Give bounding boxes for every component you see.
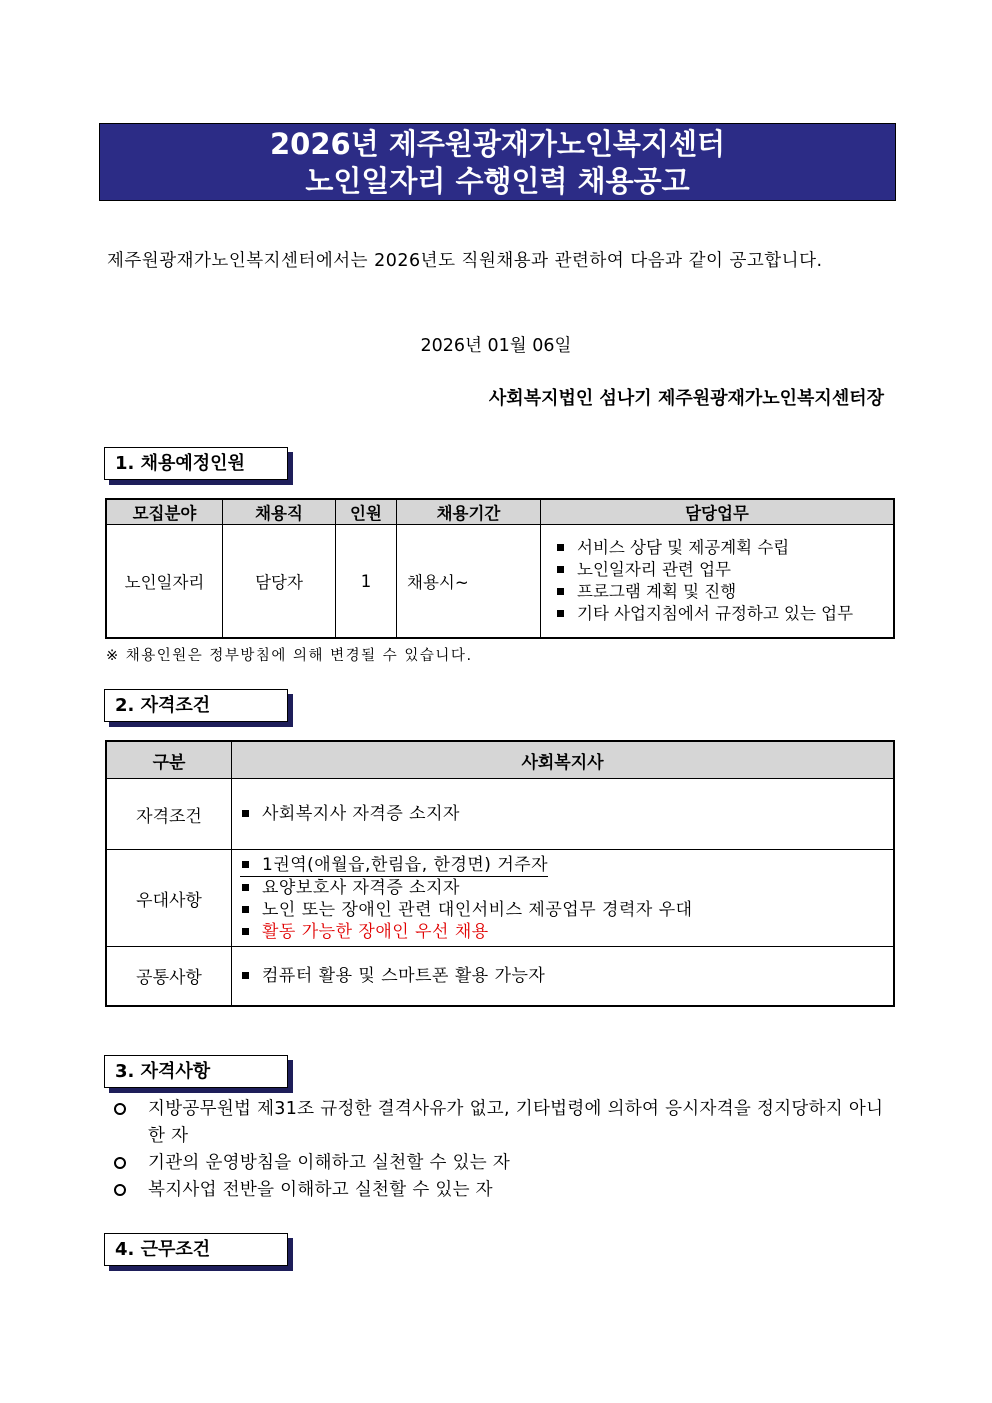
table-header: 모집분야 (106, 499, 223, 525)
table-row (106, 947, 894, 1006)
row-content (232, 850, 895, 947)
row-content (232, 779, 895, 850)
signer: 사회복지법인 섬나기 제주원광재가노인복지센터장 (488, 388, 884, 409)
field-cell: 노인일자리 (106, 525, 223, 639)
preference-item: 1권역(애월읍,한림읍, 한경면) 거주자 (240, 854, 548, 877)
circle-bullet-icon (114, 1184, 126, 1196)
notice-date: 2026년 01월 06일 (420, 336, 572, 356)
section-heading-qualification: 2. 자격조건 (104, 689, 288, 722)
qualification-item: 사회복지사 자격증 소지자 (240, 803, 893, 825)
notice-title-line2: 노인일자리 수행인력 채용공고 (305, 164, 690, 198)
row-content (232, 947, 895, 1006)
notice-title-line1: 2026년 제주원광재가노인복지센터 (270, 127, 725, 161)
notice-title (99, 123, 896, 201)
preference-item: 노인 또는 장애인 관련 대인서비스 제공업무 경력자 우대 (240, 899, 893, 921)
count-cell: 1 (336, 525, 397, 639)
position-cell: 담당자 (223, 525, 336, 639)
eligibility-list (112, 1096, 897, 1204)
common-item: 컴퓨터 활용 및 스마트폰 활용 가능자 (240, 965, 893, 987)
preference-item: 요양보호사 자격증 소지자 (240, 877, 893, 899)
table-header: 담당업무 (541, 499, 895, 525)
duty-item: 노인일자리 관련 업무 (555, 559, 893, 581)
eligibility-text: 기관의 운영방침을 이해하고 실천할 수 있는 자 (148, 1153, 511, 1173)
circle-bullet-icon (114, 1103, 126, 1115)
section-heading-recruitment: 1. 채용예정인원 (104, 447, 288, 480)
recruitment-table (105, 498, 895, 639)
eligibility-item (112, 1150, 897, 1177)
table-header: 채용기간 (397, 499, 541, 525)
row-label: 자격조건 (106, 779, 232, 850)
table-row (106, 525, 894, 639)
preference-item-highlight: 활동 가능한 장애인 우선 채용 (240, 921, 893, 943)
eligibility-item (112, 1096, 897, 1150)
duties-cell (541, 525, 895, 639)
duty-item: 기타 사업지침에서 규정하고 있는 업무 (555, 603, 893, 625)
table-header: 구분 (106, 741, 232, 779)
table-header: 채용직 (223, 499, 336, 525)
intro-paragraph: 제주원광재가노인복지센터에서는 2026년도 직원채용과 관련하여 다음과 같이 공고합니다. (107, 251, 823, 271)
table-header-row (106, 741, 894, 779)
eligibility-item (112, 1177, 897, 1204)
recruitment-note: ※ 채용인원은 정부방침에 의해 변경될 수 있습니다. (106, 648, 473, 664)
section-heading-working-conditions: 4. 근무조건 (104, 1233, 288, 1266)
eligibility-text: 지방공무원법 제31조 규정한 결격사유가 없고, 기타법령에 의하여 응시자격을 정지당하지 아니한 자 (148, 1099, 884, 1146)
duty-item: 프로그램 계획 및 진행 (555, 581, 893, 603)
circle-bullet-icon (114, 1157, 126, 1169)
row-label: 공통사항 (106, 947, 232, 1006)
row-label: 우대사항 (106, 850, 232, 947)
period-cell: 채용시~ (397, 525, 541, 639)
eligibility-text: 복지사업 전반을 이해하고 실천할 수 있는 자 (148, 1180, 493, 1200)
duty-item: 서비스 상담 및 제공계획 수립 (555, 537, 893, 559)
table-row (106, 779, 894, 850)
qualification-table (105, 740, 895, 1007)
table-header: 사회복지사 (232, 741, 895, 779)
table-header-row (106, 499, 894, 525)
section-heading-eligibility: 3. 자격사항 (104, 1055, 288, 1088)
table-header: 인원 (336, 499, 397, 525)
table-row (106, 850, 894, 947)
